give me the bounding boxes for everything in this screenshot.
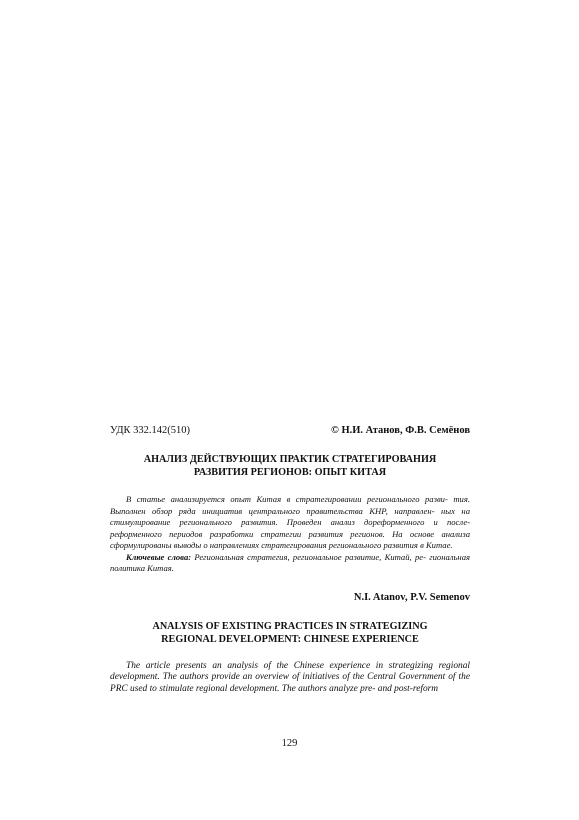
- abstract-ru-text: В статье анализируется опыт Китая в стратегировании регионального разви-: [126, 494, 448, 504]
- keywords-label: Ключевые слова:: [126, 551, 192, 562]
- udk-code: УДК 332.142(510): [110, 425, 191, 436]
- abstract-en-text: The article presents an analysis of the Chinese experience in strategizing regional: [126, 660, 470, 671]
- abstract-en: [110, 661, 470, 696]
- title-en-line: REGIONAL DEVELOPMENT: CHINESE EXPERIENCE: [161, 633, 419, 645]
- page-number: 129: [281, 738, 298, 749]
- abstract-en-text: the PRC used to stimulate regional development. The authors analyze pre- and post-reform: [110, 672, 470, 694]
- title-ru-line: РАЗВИТИЯ РЕГИОНОВ: ОПЫТ КИТАЯ: [193, 467, 387, 478]
- keywords-ru: [110, 552, 470, 575]
- title-en-line: ANALYSIS OF EXISTING PRACTICES IN STRATEGIZING: [152, 620, 428, 632]
- article-header: [110, 424, 470, 437]
- abstract-ru-text: развития в Китае.: [383, 540, 453, 550]
- authors-ru: © Н.И. Атанов, Ф.В. Семёнов: [330, 425, 470, 436]
- abstract-ru-text: анализа сформулированы выводы о направлениях стратегирования регионального: [110, 528, 470, 550]
- authors-en: N.I. Atanov, P.V. Semenov: [353, 591, 470, 603]
- keywords-text: гиональная политика Китая.: [110, 551, 470, 573]
- keywords-text: Региональная стратегия, региональное развитие, Китай, ре-: [191, 551, 426, 562]
- article-title-ru: [110, 453, 470, 479]
- abstract-ru-text: после-реформенного периодов разработки стратегии развития регионов. На основе: [110, 517, 470, 539]
- abstract-ru-text: ных на стимулирование регионального развития. Проведен анализ дореформенного и: [110, 505, 470, 527]
- abstract-en-text: development. The authors provide an overview of initiatives of the Central Government of: [110, 672, 456, 682]
- article-content: [110, 424, 470, 695]
- abstract-ru-text: тия. Выполнен обзор ряда инициатив центрального правительства КНР, направлен-: [110, 494, 470, 516]
- article-title-en: [110, 620, 470, 646]
- abstract-ru: [110, 494, 470, 552]
- title-ru-line: АНАЛИЗ ДЕЙСТВУЮЩИХ ПРАКТИК СТРАТЕГИРОВАНИЯ: [143, 454, 437, 465]
